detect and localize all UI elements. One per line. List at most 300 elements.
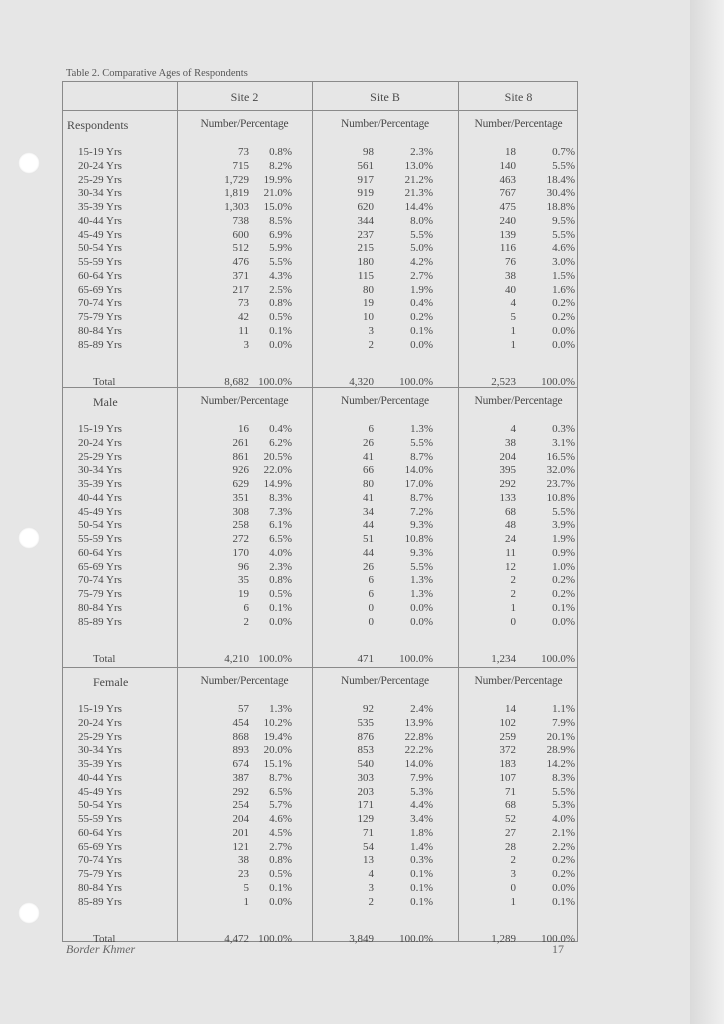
cell-s2p: 0.0% bbox=[269, 338, 292, 351]
table-row bbox=[63, 242, 579, 256]
cell-s2n: 674 bbox=[232, 758, 249, 770]
cell-s8n: 0 bbox=[510, 615, 516, 628]
number-percentage-header: Number/Percentage bbox=[474, 118, 563, 130]
cell-s8n: 3 bbox=[510, 868, 516, 880]
age-group-label: 75-79 Yrs bbox=[78, 311, 122, 323]
cell-sbn: 215 bbox=[357, 242, 374, 255]
cell-sbn: 4 bbox=[368, 868, 374, 880]
age-group-label: 50-54 Yrs bbox=[78, 242, 122, 255]
cell-sbn: 2 bbox=[368, 338, 374, 351]
cell-sbp: 21.3% bbox=[404, 187, 433, 200]
cell-sbp: 5.5% bbox=[410, 228, 433, 241]
cell-s2n: 201 bbox=[232, 826, 249, 839]
cell-s2p: 14.9% bbox=[263, 478, 292, 490]
cell-s8p: 4.0% bbox=[552, 813, 575, 825]
cell-s2n: 4,210 bbox=[224, 653, 249, 665]
cell-s2n: 454 bbox=[232, 716, 249, 729]
cell-s8n: 38 bbox=[505, 436, 516, 449]
cell-s2n: 1 bbox=[243, 895, 249, 908]
cell-s2n: 2 bbox=[243, 615, 249, 628]
cell-sbn: 13 bbox=[363, 854, 374, 867]
age-group-label: 20-24 Yrs bbox=[78, 716, 122, 729]
cell-sbn: 876 bbox=[357, 730, 374, 743]
site-2-header: Site 2 bbox=[230, 90, 259, 104]
age-group-label: 50-54 Yrs bbox=[78, 799, 122, 812]
age-group-label: 55-59 Yrs bbox=[78, 533, 122, 545]
total-label: Total bbox=[93, 933, 116, 945]
cell-sbp: 22.2% bbox=[404, 744, 433, 757]
cell-sbn: 19 bbox=[363, 297, 374, 310]
cell-sbn: 3,849 bbox=[349, 933, 374, 945]
cell-s2n: 11 bbox=[238, 324, 249, 337]
cell-s8p: 1.1% bbox=[552, 703, 575, 715]
table-row bbox=[63, 813, 579, 827]
table-row bbox=[63, 325, 579, 339]
age-group-label: 55-59 Yrs bbox=[78, 256, 122, 268]
cell-s8p: 5.5% bbox=[552, 159, 575, 172]
cell-s2p: 0.0% bbox=[269, 615, 292, 628]
cell-s8p: 23.7% bbox=[546, 478, 575, 490]
cell-s8p: 1.9% bbox=[552, 533, 575, 545]
cell-sbp: 5.5% bbox=[410, 560, 433, 573]
cell-s2n: 35 bbox=[238, 574, 249, 587]
cell-s8n: 1,289 bbox=[491, 933, 516, 945]
cell-sbn: 180 bbox=[357, 256, 374, 268]
table-row bbox=[63, 146, 579, 160]
cell-s8p: 3.9% bbox=[552, 519, 575, 532]
cell-s2p: 100.0% bbox=[258, 933, 292, 945]
cell-s8n: 395 bbox=[499, 464, 516, 477]
cell-s2n: 3 bbox=[243, 338, 249, 351]
cell-s2n: 73 bbox=[238, 146, 249, 158]
age-group-label: 35-39 Yrs bbox=[78, 478, 122, 490]
page-edge bbox=[690, 0, 724, 1024]
cell-sbp: 100.0% bbox=[399, 653, 433, 665]
table-row bbox=[63, 174, 579, 188]
cell-s2n: 371 bbox=[232, 269, 249, 282]
cell-s2p: 19.4% bbox=[263, 730, 292, 743]
cell-sbn: 80 bbox=[363, 283, 374, 296]
cell-s8n: 102 bbox=[499, 716, 516, 729]
cell-sbn: 561 bbox=[357, 159, 374, 172]
cell-sbn: 41 bbox=[363, 450, 374, 463]
cell-sbp: 17.0% bbox=[404, 478, 433, 490]
cell-sbp: 100.0% bbox=[399, 933, 433, 945]
cell-s2p: 6.5% bbox=[269, 533, 292, 545]
site-b-header: Site B bbox=[370, 90, 400, 104]
number-percentage-header: Number/Percentage bbox=[341, 675, 429, 687]
section-title: Male bbox=[93, 395, 118, 409]
cell-sbn: 171 bbox=[357, 799, 374, 812]
header-divider bbox=[63, 110, 577, 111]
table-row bbox=[63, 492, 579, 506]
cell-sbp: 0.1% bbox=[410, 881, 433, 894]
cell-s8n: 11 bbox=[505, 546, 516, 559]
table-row bbox=[63, 506, 579, 520]
cell-sbn: 6 bbox=[368, 574, 374, 587]
cell-sbp: 0.1% bbox=[410, 324, 433, 337]
table-row bbox=[63, 786, 579, 800]
cell-s2p: 6.1% bbox=[269, 519, 292, 532]
cell-sbn: 26 bbox=[363, 436, 374, 449]
cell-s8n: 12 bbox=[505, 560, 516, 573]
cell-s2n: 16 bbox=[238, 423, 249, 435]
number-percentage-header: Number/Percentage bbox=[200, 395, 289, 407]
cell-sbn: 471 bbox=[357, 653, 374, 665]
cell-s8n: 14 bbox=[505, 703, 516, 715]
cell-s2p: 8.2% bbox=[269, 159, 292, 172]
total-label: Total bbox=[93, 376, 116, 388]
table-row bbox=[63, 160, 579, 174]
age-group-label: 85-89 Yrs bbox=[78, 895, 122, 908]
cell-s2n: 1,729 bbox=[224, 173, 249, 186]
table-row bbox=[63, 215, 579, 229]
cell-sbn: 115 bbox=[357, 269, 374, 282]
number-percentage-header: Number/Percentage bbox=[474, 395, 563, 407]
age-group-label: 45-49 Yrs bbox=[78, 228, 122, 241]
section-title: Respondents bbox=[67, 118, 129, 132]
cell-sbp: 8.7% bbox=[410, 491, 433, 504]
cell-s8p: 0.2% bbox=[552, 574, 575, 587]
cell-s2n: 5 bbox=[243, 881, 249, 894]
cell-sbp: 7.9% bbox=[410, 771, 433, 784]
cell-s2n: 96 bbox=[238, 560, 249, 573]
cell-s8p: 0.1% bbox=[552, 895, 575, 908]
cell-sbn: 3 bbox=[368, 881, 374, 894]
cell-sbp: 3.4% bbox=[410, 813, 433, 825]
cell-s8n: 68 bbox=[505, 799, 516, 812]
cell-s2n: 4,472 bbox=[224, 933, 249, 945]
total-row bbox=[63, 653, 579, 667]
cell-s8p: 0.2% bbox=[552, 588, 575, 600]
cell-s8n: 140 bbox=[499, 159, 516, 172]
cell-s2n: 351 bbox=[232, 491, 249, 504]
cell-sbp: 0.0% bbox=[410, 615, 433, 628]
age-group-label: 45-49 Yrs bbox=[78, 505, 122, 518]
footer-source: Border Khmer bbox=[66, 942, 136, 956]
cell-s2n: 868 bbox=[232, 730, 249, 743]
age-group-label: 35-39 Yrs bbox=[78, 201, 122, 213]
cell-sbn: 34 bbox=[363, 505, 374, 518]
cell-s2n: 512 bbox=[232, 242, 249, 255]
site-8-header: Site 8 bbox=[504, 90, 533, 104]
table-row bbox=[63, 339, 579, 353]
cell-sbn: 3 bbox=[368, 324, 374, 337]
cell-s2n: 476 bbox=[232, 256, 249, 268]
cell-s8p: 32.0% bbox=[546, 464, 575, 477]
cell-sbp: 14.0% bbox=[404, 758, 433, 770]
cell-s8n: 475 bbox=[499, 201, 516, 213]
age-group-label: 50-54 Yrs bbox=[78, 519, 122, 532]
cell-s8n: 139 bbox=[499, 228, 516, 241]
cell-s2p: 8.7% bbox=[269, 771, 292, 784]
cell-s2n: 1,819 bbox=[224, 187, 249, 200]
cell-s8p: 9.5% bbox=[552, 214, 575, 227]
age-group-label: 85-89 Yrs bbox=[78, 615, 122, 628]
cell-s2p: 8.5% bbox=[269, 214, 292, 227]
cell-sbn: 98 bbox=[363, 146, 374, 158]
cell-s8p: 0.2% bbox=[552, 868, 575, 880]
cell-s8n: 68 bbox=[505, 505, 516, 518]
cell-sbn: 344 bbox=[357, 214, 374, 227]
cell-s8n: 107 bbox=[499, 771, 516, 784]
age-group-label: 60-64 Yrs bbox=[78, 826, 122, 839]
cell-s2p: 1.3% bbox=[269, 703, 292, 715]
age-group-label: 55-59 Yrs bbox=[78, 813, 122, 825]
cell-s2p: 22.0% bbox=[263, 464, 292, 477]
cell-sbp: 13.0% bbox=[404, 159, 433, 172]
age-group-label: 40-44 Yrs bbox=[78, 491, 122, 504]
cell-s2n: 121 bbox=[232, 840, 249, 853]
cell-s8p: 100.0% bbox=[541, 653, 575, 665]
cell-s2p: 0.1% bbox=[269, 324, 292, 337]
cell-s2n: 8,682 bbox=[224, 376, 249, 388]
cell-sbn: 917 bbox=[357, 173, 374, 186]
total-row bbox=[63, 933, 579, 947]
cell-s8p: 16.5% bbox=[546, 450, 575, 463]
cell-s8p: 100.0% bbox=[541, 376, 575, 388]
cell-s8n: 240 bbox=[499, 214, 516, 227]
cell-s8n: 1 bbox=[510, 324, 516, 337]
age-group-label: 70-74 Yrs bbox=[78, 854, 122, 867]
cell-s8p: 0.0% bbox=[552, 338, 575, 351]
cell-sbp: 4.4% bbox=[410, 799, 433, 812]
cell-s8n: 204 bbox=[499, 450, 516, 463]
age-group-label: 70-74 Yrs bbox=[78, 574, 122, 587]
cell-s2p: 5.7% bbox=[269, 799, 292, 812]
age-group-label: 60-64 Yrs bbox=[78, 269, 122, 282]
punch-hole bbox=[18, 527, 40, 549]
cell-s8p: 8.3% bbox=[552, 771, 575, 784]
table-row bbox=[63, 297, 579, 311]
cell-sbn: 66 bbox=[363, 464, 374, 477]
age-group-label: 75-79 Yrs bbox=[78, 588, 122, 600]
cell-s2p: 6.5% bbox=[269, 785, 292, 798]
table-row bbox=[63, 229, 579, 243]
table-row bbox=[63, 478, 579, 492]
cell-sbp: 0.0% bbox=[410, 601, 433, 614]
cell-s8n: 28 bbox=[505, 840, 516, 853]
cell-s8p: 5.3% bbox=[552, 799, 575, 812]
section-title: Female bbox=[93, 675, 129, 689]
cell-sbn: 10 bbox=[363, 311, 374, 323]
cell-s2p: 15.1% bbox=[263, 758, 292, 770]
table-row bbox=[63, 854, 579, 868]
age-group-label: 30-34 Yrs bbox=[78, 187, 122, 200]
table-row bbox=[63, 311, 579, 325]
cell-s2p: 7.3% bbox=[269, 505, 292, 518]
cell-sbn: 237 bbox=[357, 228, 374, 241]
age-group-label: 75-79 Yrs bbox=[78, 868, 122, 880]
cell-s8n: 40 bbox=[505, 283, 516, 296]
cell-s8n: 24 bbox=[505, 533, 516, 545]
cell-s2n: 861 bbox=[232, 450, 249, 463]
cell-s8p: 7.9% bbox=[552, 716, 575, 729]
cell-sbn: 44 bbox=[363, 546, 374, 559]
cell-s8n: 463 bbox=[499, 173, 516, 186]
cell-s8p: 14.2% bbox=[546, 758, 575, 770]
cell-s8n: 292 bbox=[499, 478, 516, 490]
cell-sbp: 22.8% bbox=[404, 730, 433, 743]
cell-sbp: 1.8% bbox=[410, 826, 433, 839]
cell-s8p: 5.5% bbox=[552, 505, 575, 518]
cell-s8p: 20.1% bbox=[546, 730, 575, 743]
age-group-label: 45-49 Yrs bbox=[78, 785, 122, 798]
cell-sbn: 853 bbox=[357, 744, 374, 757]
cell-sbn: 54 bbox=[363, 840, 374, 853]
cell-s2n: 170 bbox=[232, 546, 249, 559]
cell-sbp: 2.3% bbox=[410, 146, 433, 158]
cell-s8p: 5.5% bbox=[552, 228, 575, 241]
table-row bbox=[63, 731, 579, 745]
cell-s8n: 1 bbox=[510, 601, 516, 614]
cell-sbn: 540 bbox=[357, 758, 374, 770]
cell-sbp: 9.3% bbox=[410, 519, 433, 532]
cell-s2p: 20.5% bbox=[263, 450, 292, 463]
table-row bbox=[63, 423, 579, 437]
cell-s2n: 600 bbox=[232, 228, 249, 241]
table-row bbox=[63, 270, 579, 284]
cell-s2n: 738 bbox=[232, 214, 249, 227]
number-percentage-header: Number/Percentage bbox=[200, 675, 289, 687]
age-group-label: 65-69 Yrs bbox=[78, 560, 122, 573]
cell-s8n: 5 bbox=[510, 311, 516, 323]
cell-sbn: 6 bbox=[368, 588, 374, 600]
cell-sbn: 919 bbox=[357, 187, 374, 200]
cell-sbn: 203 bbox=[357, 785, 374, 798]
table-row bbox=[63, 451, 579, 465]
cell-s2p: 4.5% bbox=[269, 826, 292, 839]
cell-sbn: 535 bbox=[357, 716, 374, 729]
cell-s8n: 48 bbox=[505, 519, 516, 532]
cell-s2p: 6.9% bbox=[269, 228, 292, 241]
cell-s8n: 116 bbox=[499, 242, 516, 255]
cell-s8p: 0.0% bbox=[552, 615, 575, 628]
cell-s2p: 21.0% bbox=[263, 187, 292, 200]
cell-s8n: 4 bbox=[510, 423, 516, 435]
table-row bbox=[63, 187, 579, 201]
cell-s8n: 4 bbox=[510, 297, 516, 310]
cell-s8n: 372 bbox=[499, 744, 516, 757]
cell-sbp: 0.1% bbox=[410, 895, 433, 908]
table-row bbox=[63, 256, 579, 270]
cell-sbn: 80 bbox=[363, 478, 374, 490]
table-row bbox=[63, 616, 579, 630]
cell-s2p: 0.5% bbox=[269, 868, 292, 880]
cell-sbn: 2 bbox=[368, 895, 374, 908]
cell-sbp: 0.0% bbox=[410, 338, 433, 351]
cell-s8n: 2,523 bbox=[491, 376, 516, 388]
cell-sbn: 44 bbox=[363, 519, 374, 532]
age-group-label: 85-89 Yrs bbox=[78, 338, 122, 351]
cell-s2n: 893 bbox=[232, 744, 249, 757]
cell-s8p: 5.5% bbox=[552, 785, 575, 798]
cell-s8p: 1.0% bbox=[552, 560, 575, 573]
cell-sbp: 5.3% bbox=[410, 785, 433, 798]
cell-s2n: 387 bbox=[232, 771, 249, 784]
cell-sbp: 13.9% bbox=[404, 716, 433, 729]
table-row bbox=[63, 561, 579, 575]
cell-sbp: 100.0% bbox=[399, 376, 433, 388]
table-row bbox=[63, 882, 579, 896]
cell-s2p: 0.0% bbox=[269, 895, 292, 908]
cell-s2p: 2.7% bbox=[269, 840, 292, 853]
table-row bbox=[63, 464, 579, 478]
age-group-label: 25-29 Yrs bbox=[78, 450, 122, 463]
cell-s8p: 0.0% bbox=[552, 881, 575, 894]
cell-sbp: 7.2% bbox=[410, 505, 433, 518]
cell-sbp: 0.1% bbox=[410, 868, 433, 880]
cell-s8n: 1,234 bbox=[491, 653, 516, 665]
cell-s2p: 6.2% bbox=[269, 436, 292, 449]
cell-s8p: 30.4% bbox=[546, 187, 575, 200]
table-row bbox=[63, 799, 579, 813]
age-group-label: 15-19 Yrs bbox=[78, 703, 122, 715]
cell-s2n: 254 bbox=[232, 799, 249, 812]
cell-sbn: 620 bbox=[357, 201, 374, 213]
age-group-label: 65-69 Yrs bbox=[78, 840, 122, 853]
cell-s8n: 71 bbox=[505, 785, 516, 798]
cell-s2n: 261 bbox=[232, 436, 249, 449]
cell-s8p: 18.8% bbox=[546, 201, 575, 213]
cell-sbn: 51 bbox=[363, 533, 374, 545]
cell-s8n: 27 bbox=[505, 826, 516, 839]
cell-s8n: 133 bbox=[499, 491, 516, 504]
cell-sbp: 0.2% bbox=[410, 311, 433, 323]
table-row bbox=[63, 201, 579, 215]
cell-sbp: 21.2% bbox=[404, 173, 433, 186]
table-row bbox=[63, 758, 579, 772]
cell-s8n: 259 bbox=[499, 730, 516, 743]
table-row bbox=[63, 772, 579, 786]
cell-s2n: 292 bbox=[232, 785, 249, 798]
cell-s8p: 0.7% bbox=[552, 146, 575, 158]
age-group-label: 30-34 Yrs bbox=[78, 464, 122, 477]
cell-sbn: 71 bbox=[363, 826, 374, 839]
cell-sbn: 41 bbox=[363, 491, 374, 504]
cell-sbp: 9.3% bbox=[410, 546, 433, 559]
cell-sbp: 14.0% bbox=[404, 464, 433, 477]
cell-s8p: 0.2% bbox=[552, 854, 575, 867]
table-caption: Table 2. Comparative Ages of Respondents bbox=[66, 68, 248, 79]
table-row bbox=[63, 519, 579, 533]
total-row bbox=[63, 376, 579, 390]
table-row bbox=[63, 703, 579, 717]
section-divider bbox=[63, 667, 577, 668]
cell-s2p: 4.3% bbox=[269, 269, 292, 282]
cell-sbn: 0 bbox=[368, 615, 374, 628]
cell-s2p: 0.5% bbox=[269, 588, 292, 600]
table-row bbox=[63, 827, 579, 841]
cell-s2n: 926 bbox=[232, 464, 249, 477]
cell-sbp: 1.3% bbox=[410, 423, 433, 435]
cell-sbp: 1.3% bbox=[410, 574, 433, 587]
cell-s2p: 0.8% bbox=[269, 146, 292, 158]
cell-sbn: 26 bbox=[363, 560, 374, 573]
age-group-label: 40-44 Yrs bbox=[78, 771, 122, 784]
number-percentage-header: Number/Percentage bbox=[200, 118, 289, 130]
table-row bbox=[63, 574, 579, 588]
cell-s8p: 4.6% bbox=[552, 242, 575, 255]
cell-s8n: 38 bbox=[505, 269, 516, 282]
cell-s2n: 19 bbox=[238, 588, 249, 600]
cell-s2p: 19.9% bbox=[263, 173, 292, 186]
cell-sbp: 2.7% bbox=[410, 269, 433, 282]
cell-s2p: 5.9% bbox=[269, 242, 292, 255]
cell-s8p: 0.9% bbox=[552, 546, 575, 559]
cell-s2p: 0.1% bbox=[269, 881, 292, 894]
age-group-label: 20-24 Yrs bbox=[78, 159, 122, 172]
